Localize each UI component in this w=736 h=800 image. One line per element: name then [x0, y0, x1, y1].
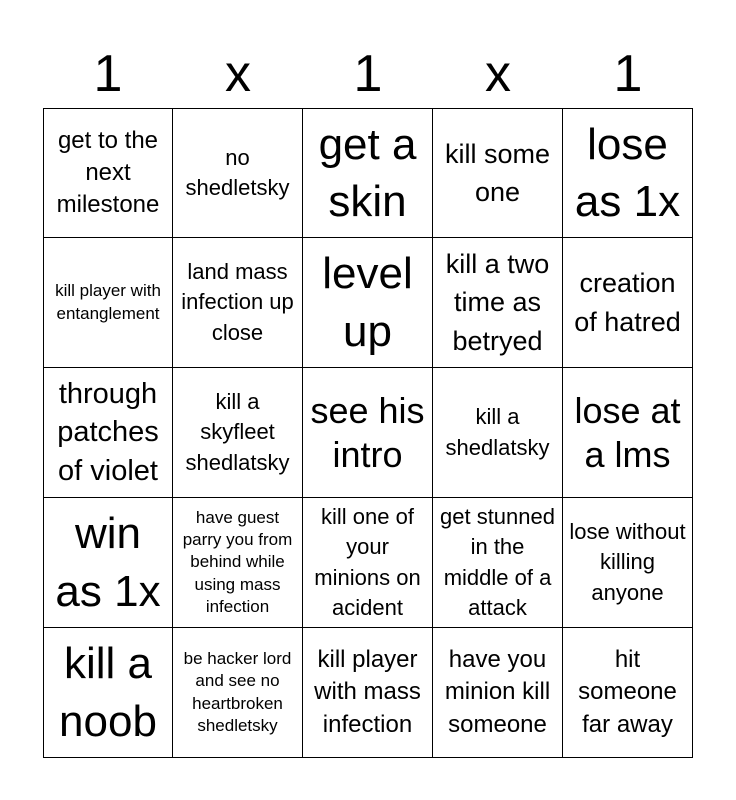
bingo-cell[interactable]: [433, 628, 563, 758]
cell-text: kill player with mass infection: [314, 646, 421, 738]
cell-text: level up: [322, 249, 413, 356]
cell-text: kill a shedlatsky: [445, 404, 550, 460]
bingo-header: [43, 40, 693, 108]
bingo-cell[interactable]: [563, 628, 693, 758]
header-letter-x: x: [225, 45, 251, 103]
bingo-cell[interactable]: [173, 368, 303, 498]
bingo-cell[interactable]: [43, 498, 173, 628]
cell-text: through patches of violet: [57, 378, 159, 487]
bingo-cell[interactable]: [43, 368, 173, 498]
cell-text: get a skin: [318, 119, 417, 226]
bingo-cell[interactable]: [303, 108, 433, 238]
cell-text: kill some one: [444, 138, 551, 207]
bingo-cell[interactable]: [433, 368, 563, 498]
bingo-cell[interactable]: [303, 498, 433, 628]
bingo-board: [43, 108, 693, 758]
bingo-cell[interactable]: [43, 628, 173, 758]
cell-text: kill a noob: [59, 639, 157, 746]
bingo-cell[interactable]: [433, 498, 563, 628]
bingo-cell[interactable]: [303, 238, 433, 368]
bingo-cell[interactable]: [433, 238, 563, 368]
bingo-cell[interactable]: [173, 238, 303, 368]
cell-text: see his intro: [310, 390, 425, 475]
header-letter-1: 1: [353, 45, 383, 103]
bingo-cell[interactable]: [433, 108, 563, 238]
bingo-cell[interactable]: [173, 498, 303, 628]
bingo-cell[interactable]: [43, 238, 173, 368]
cell-text: kill a two time as betryed: [445, 249, 550, 356]
cell-text: get to the next milestone: [56, 126, 160, 219]
header-letter-x: x: [485, 45, 511, 103]
cell-text: have guest parry you from behind while using mass infection: [182, 508, 293, 616]
cell-text: be hacker lord and see no heartbroken shedletsky: [183, 649, 292, 735]
bingo-cell[interactable]: [303, 628, 433, 758]
bingo-cell[interactable]: [173, 108, 303, 238]
cell-text: lose at a lms: [574, 390, 681, 475]
bingo-cell[interactable]: [43, 108, 173, 238]
cell-text: win as 1x: [55, 509, 161, 616]
bingo-cell[interactable]: [563, 498, 693, 628]
cell-text: lose as 1x: [574, 119, 681, 226]
cell-text: kill player with entanglement: [55, 281, 161, 323]
cell-text: kill one of your minions on acident: [314, 503, 421, 620]
cell-text: lose without killing anyone: [569, 518, 686, 605]
bingo-cell[interactable]: [303, 368, 433, 498]
header-letter-1: 1: [613, 45, 643, 103]
cell-text: creation of hatred: [574, 268, 681, 337]
cell-text: get stunned in the middle of a attack: [440, 503, 555, 620]
bingo-cell[interactable]: [563, 108, 693, 238]
header-letter-1: 1: [93, 45, 123, 103]
cell-text: no shedletsky: [185, 144, 290, 200]
cell-text: hit someone far away: [578, 646, 677, 738]
bingo-cell[interactable]: [563, 238, 693, 368]
bingo-cell[interactable]: [173, 628, 303, 758]
cell-text: have you minion kill someone: [444, 646, 551, 738]
cell-text: kill a skyfleet shedlatsky: [185, 388, 290, 475]
cell-text: land mass infection up close: [181, 258, 294, 345]
bingo-cell[interactable]: [563, 368, 693, 498]
